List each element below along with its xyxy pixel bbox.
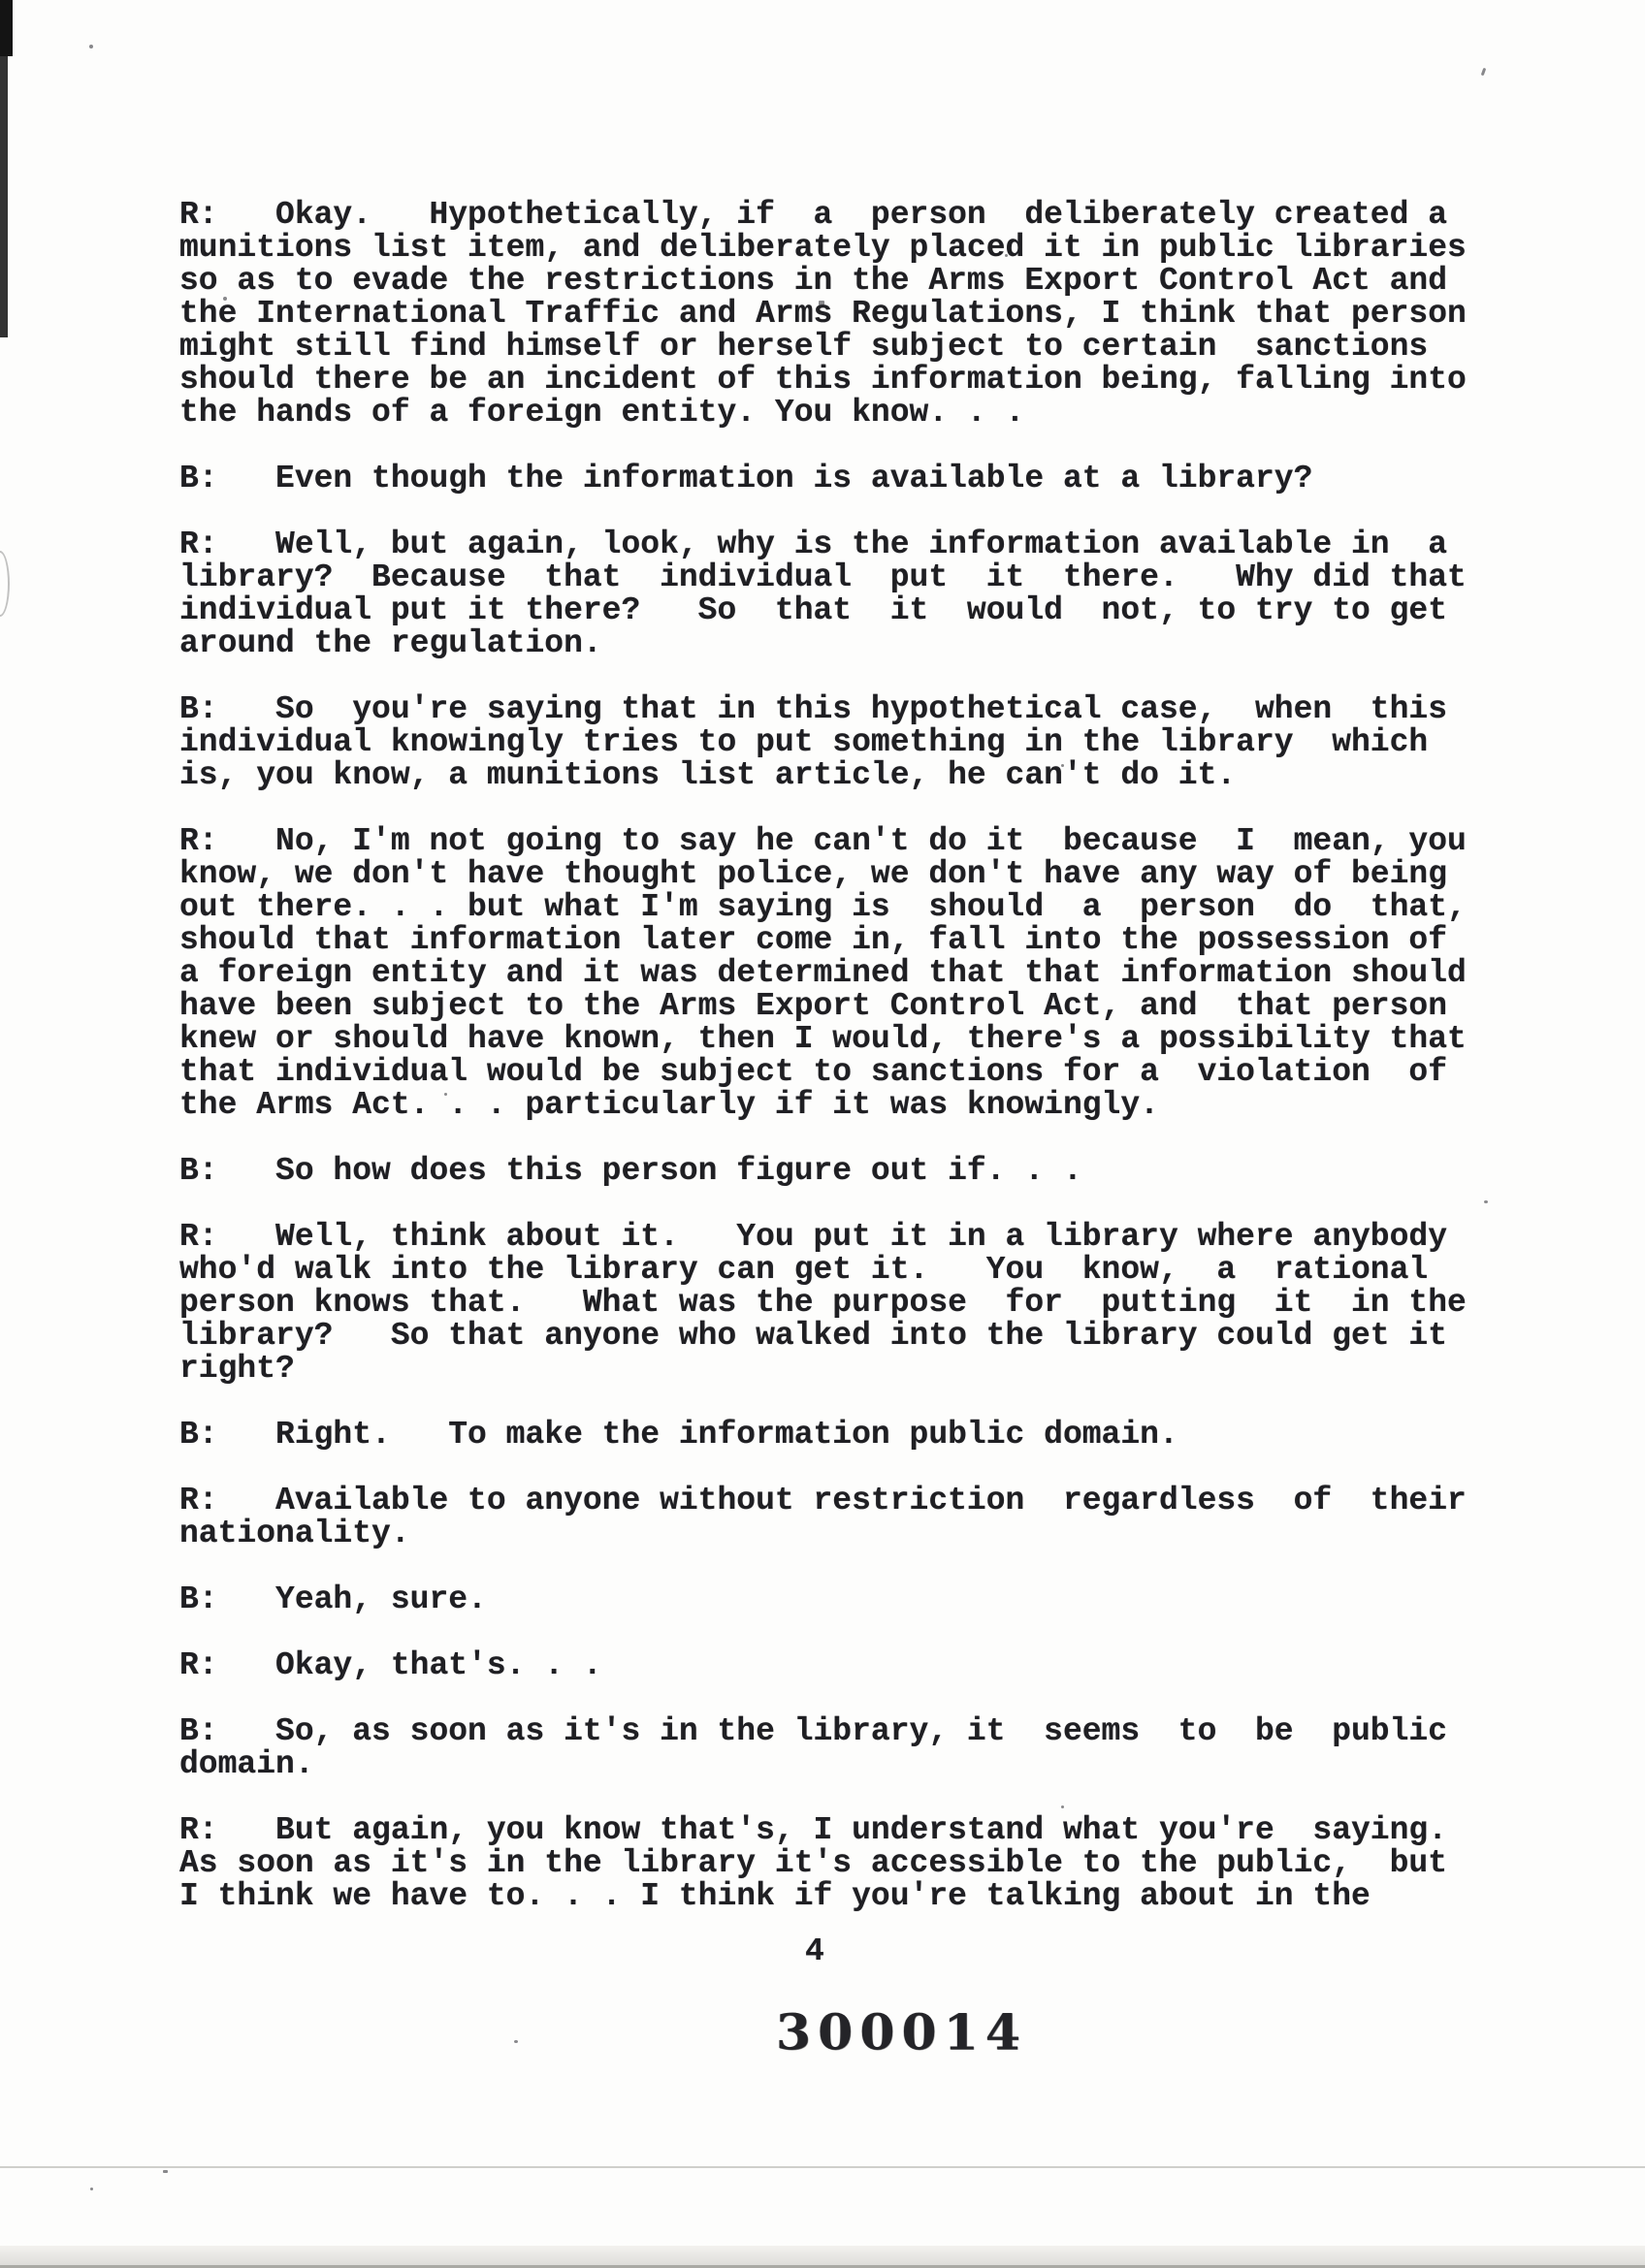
transcript-line: a foreign entity and it was determined that that information should xyxy=(179,955,1467,991)
transcript-line: R: Available to anyone without restriction regardless of their xyxy=(179,1483,1467,1518)
transcript-line: B: Yeah, sure. xyxy=(179,1581,487,1617)
transcript-paragraph-b-11 xyxy=(179,1715,1499,1781)
transcript-line: R: Well, but again, look, why is the information available in a xyxy=(179,527,1448,562)
transcript xyxy=(179,199,1499,1946)
transcript-line: B: So, as soon as it's in the library, it seems to be public xyxy=(179,1713,1448,1749)
transcript-line: should there be an incident of this information being, falling into xyxy=(179,362,1467,398)
transcript-paragraph-r-10 xyxy=(179,1649,1499,1682)
transcript-line: individual knowingly tries to put something in the library which xyxy=(179,724,1429,760)
transcript-line: the Arms Act. . . particularly if it was knowingly. xyxy=(179,1087,1159,1123)
transcript-line: is, you know, a munitions list article, he can't do it. xyxy=(179,757,1237,793)
scan-bottom-edge xyxy=(0,2246,1645,2268)
transcript-line: As soon as it's in the library it's accessible to the public, but xyxy=(179,1845,1448,1881)
transcript-paragraph-r-6 xyxy=(179,1221,1499,1386)
transcript-line: munitions list item, and deliberately placed it in public libraries xyxy=(179,230,1467,266)
transcript-line: nationality. xyxy=(179,1516,410,1551)
transcript-line: the International Traffic and Arms Regulations, I think that person xyxy=(179,296,1467,332)
scan-speck xyxy=(1481,68,1487,77)
transcript-paragraph-r-4 xyxy=(179,825,1499,1122)
transcript-paragraph-b-7 xyxy=(179,1419,1499,1452)
scan-speck xyxy=(89,45,93,48)
transcript-line: person knows that. What was the purpose for putting it in the xyxy=(179,1285,1467,1321)
transcript-line: individual put it there? So that it would not, to try to get xyxy=(179,592,1448,628)
transcript-line: R: But again, you know that's, I understand what you're saying. xyxy=(179,1812,1448,1848)
transcript-line: so as to evade the restrictions in the Arms Export Control Act and xyxy=(179,263,1448,299)
transcript-line: might still find himself or herself subject to certain sanctions xyxy=(179,329,1429,365)
transcript-paragraph-r-8 xyxy=(179,1485,1499,1550)
transcript-line: domain. xyxy=(179,1746,314,1782)
transcript-line: who'd walk into the library can get it. You know, a rational xyxy=(179,1252,1429,1288)
transcript-paragraph-r-0 xyxy=(179,199,1499,430)
transcript-line: around the regulation. xyxy=(179,625,602,661)
scan-edge-artifact xyxy=(0,56,8,337)
transcript-line: knew or should have known, then I would, there's a possibility that xyxy=(179,1021,1467,1057)
transcript-line: B: Even though the information is available at a library? xyxy=(179,461,1313,496)
transcript-line: should that information later come in, fall into the possession of xyxy=(179,922,1448,958)
transcript-paragraph-r-2 xyxy=(179,528,1499,660)
transcript-line: I think we have to. . . I think if you're talking about in the xyxy=(179,1878,1371,1914)
bates-stamp: 300014 xyxy=(776,2003,1028,2062)
transcript-line: library? Because that individual put it there. Why did that xyxy=(179,559,1467,595)
transcript-line: library? So that anyone who walked into the library could get it xyxy=(179,1318,1448,1354)
transcript-line: B: So you're saying that in this hypothetical case, when this xyxy=(179,691,1448,727)
scan-bottom-rule xyxy=(0,2166,1645,2168)
transcript-line: that individual would be subject to sanctions for a violation of xyxy=(179,1054,1448,1090)
scan-edge-artifact xyxy=(0,0,13,56)
page-number: 4 xyxy=(805,1933,824,1969)
scan-speck xyxy=(514,2040,518,2043)
transcript-line: R: No, I'm not going to say he can't do it because I mean, you xyxy=(179,823,1467,859)
transcript-paragraph-b-3 xyxy=(179,693,1499,792)
transcript-paragraph-b-9 xyxy=(179,1583,1499,1616)
transcript-line: the hands of a foreign entity. You know. . . xyxy=(179,395,1025,431)
transcript-line: know, we don't have thought police, we don't have any way of being xyxy=(179,856,1448,892)
transcript-line: B: So how does this person figure out if. . . xyxy=(179,1153,1082,1189)
transcript-line: out there. . . but what I'm saying is should a person do that, xyxy=(179,889,1467,925)
scan-speck xyxy=(90,2188,93,2190)
transcript-paragraph-b-5 xyxy=(179,1155,1499,1188)
transcript-line: R: Okay, that's. . . xyxy=(179,1647,602,1683)
scan-artifact-curve xyxy=(0,551,10,617)
transcript-line: B: Right. To make the information public domain. xyxy=(179,1417,1178,1453)
transcript-line: R: Okay. Hypothetically, if a person deliberately created a xyxy=(179,197,1448,233)
transcript-line: R: Well, think about it. You put it in a library where anybody xyxy=(179,1219,1448,1255)
transcript-line: have been subject to the Arms Export Control Act, and that person xyxy=(179,988,1448,1024)
transcript-line: right? xyxy=(179,1351,295,1387)
transcript-paragraph-r-12 xyxy=(179,1814,1499,1913)
transcript-paragraph-b-1 xyxy=(179,463,1499,495)
scan-speck xyxy=(163,2170,168,2173)
